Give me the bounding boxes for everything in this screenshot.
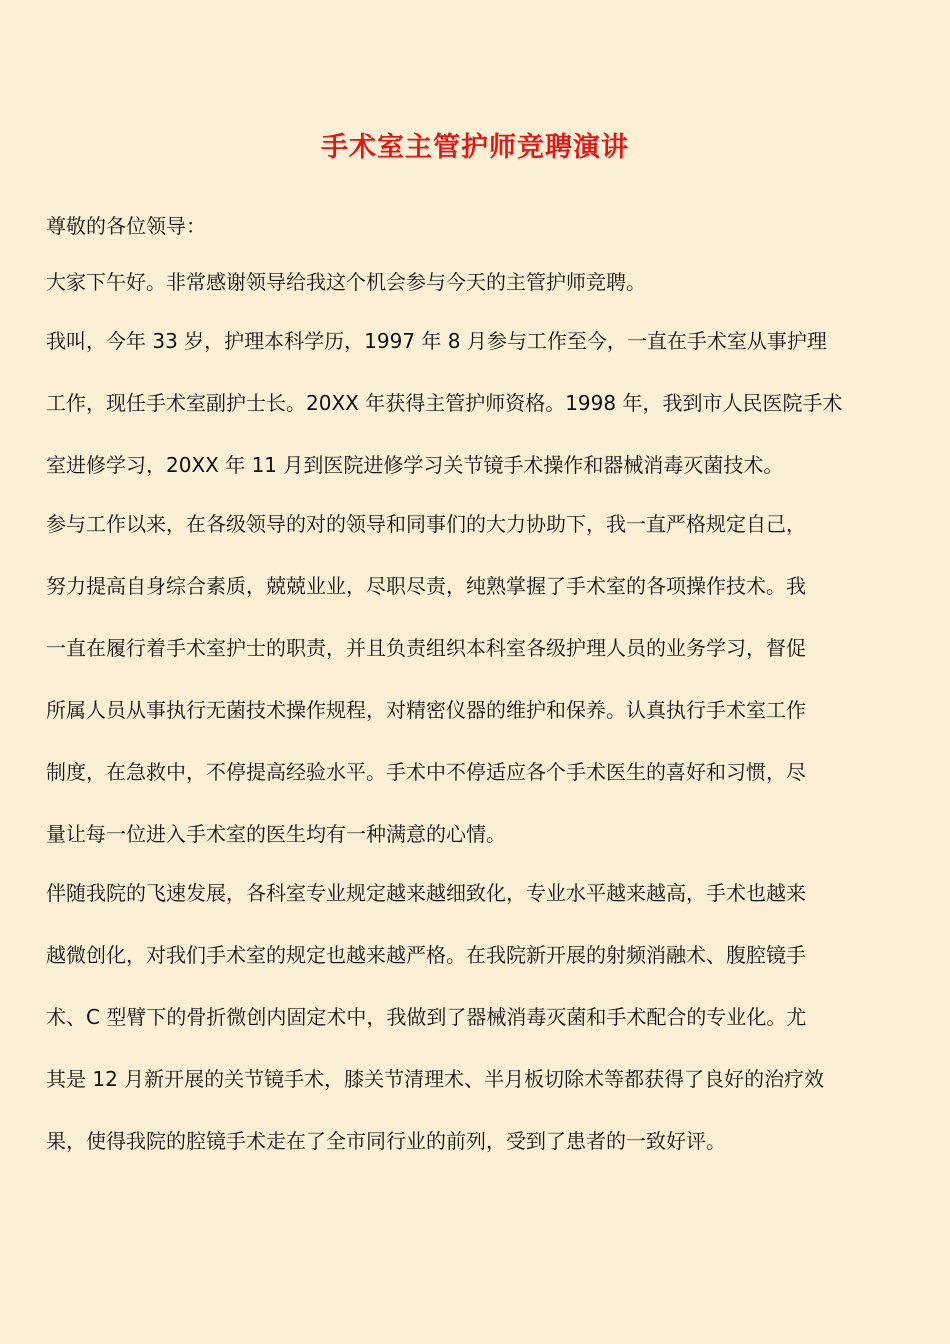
- paragraph-introduction: [46, 321, 904, 485]
- paragraph-hospital-development: [46, 873, 904, 1161]
- paragraph-line: 其是 12 月新开展的关节镜手术，膝关节清理术、半月板切除术等都获得了良好的治疗效: [46, 1067, 825, 1091]
- paragraph-greeting: [46, 262, 904, 302]
- paragraph-line: 参与工作以来，在各级领导的对的领导和同事们的大力协助下，我一直严格规定自己，: [46, 512, 806, 536]
- paragraph-line: 努力提高自身综合素质，兢兢业业，尽职尽责，纯熟掌握了手术室的各项操作技术。我: [46, 574, 806, 598]
- paragraph-line: 我叫，今年 33 岁，护理本科学历，1997 年 8 月参与工作至今，一直在手术室从事护理: [46, 329, 827, 353]
- paragraph-work-experience: [46, 504, 904, 854]
- paragraph-line: 越微创化，对我们手术室的规定也越来越严格。在我院新开展的射频消融术、腹腔镜手: [46, 943, 806, 967]
- paragraph-line: 大家下午好。非常感谢领导给我这个机会参与今天的主管护师竞聘。: [46, 270, 646, 294]
- paragraph-line: 术、C 型臂下的骨折微创内固定术中，我做到了器械消毒灭菌和手术配合的专业化。尤: [46, 1005, 807, 1029]
- paragraph-line: 量让每一位进入手术室的医生均有一种满意的心情。: [46, 822, 506, 846]
- salutation: 尊敬的各位领导：: [46, 214, 206, 238]
- paragraph-line: 果，使得我院的腔镜手术走在了全市同行业的前列，受到了患者的一致好评。: [46, 1129, 726, 1153]
- paragraph-line: 一直在履行着手术室护士的职责，并且负责组织本科室各级护理人员的业务学习，督促: [46, 636, 806, 660]
- paragraph-line: 室进修学习，20XX 年 11 月到医院进修学习关节镜手术操作和器械消毒灭菌技术。: [46, 453, 784, 477]
- paragraph-line: 制度，在急救中，不停提高经验水平。手术中不停适应各个手术医生的喜好和习惯，尽: [46, 760, 806, 784]
- paragraph-line: 所属人员从事执行无菌技术操作规程，对精密仪器的维护和保养。认真执行手术室工作: [46, 698, 806, 722]
- paragraph-line: 伴随我院的飞速发展，各科室专业规定越来越细致化，专业水平越来越高，手术也越来: [46, 881, 806, 905]
- document-title: 手术室主管护师竞聘演讲: [321, 132, 629, 163]
- paragraph-line: 工作，现任手术室副护士长。20XX 年获得主管护师资格。1998 年，我到市人民医院手术: [46, 391, 843, 415]
